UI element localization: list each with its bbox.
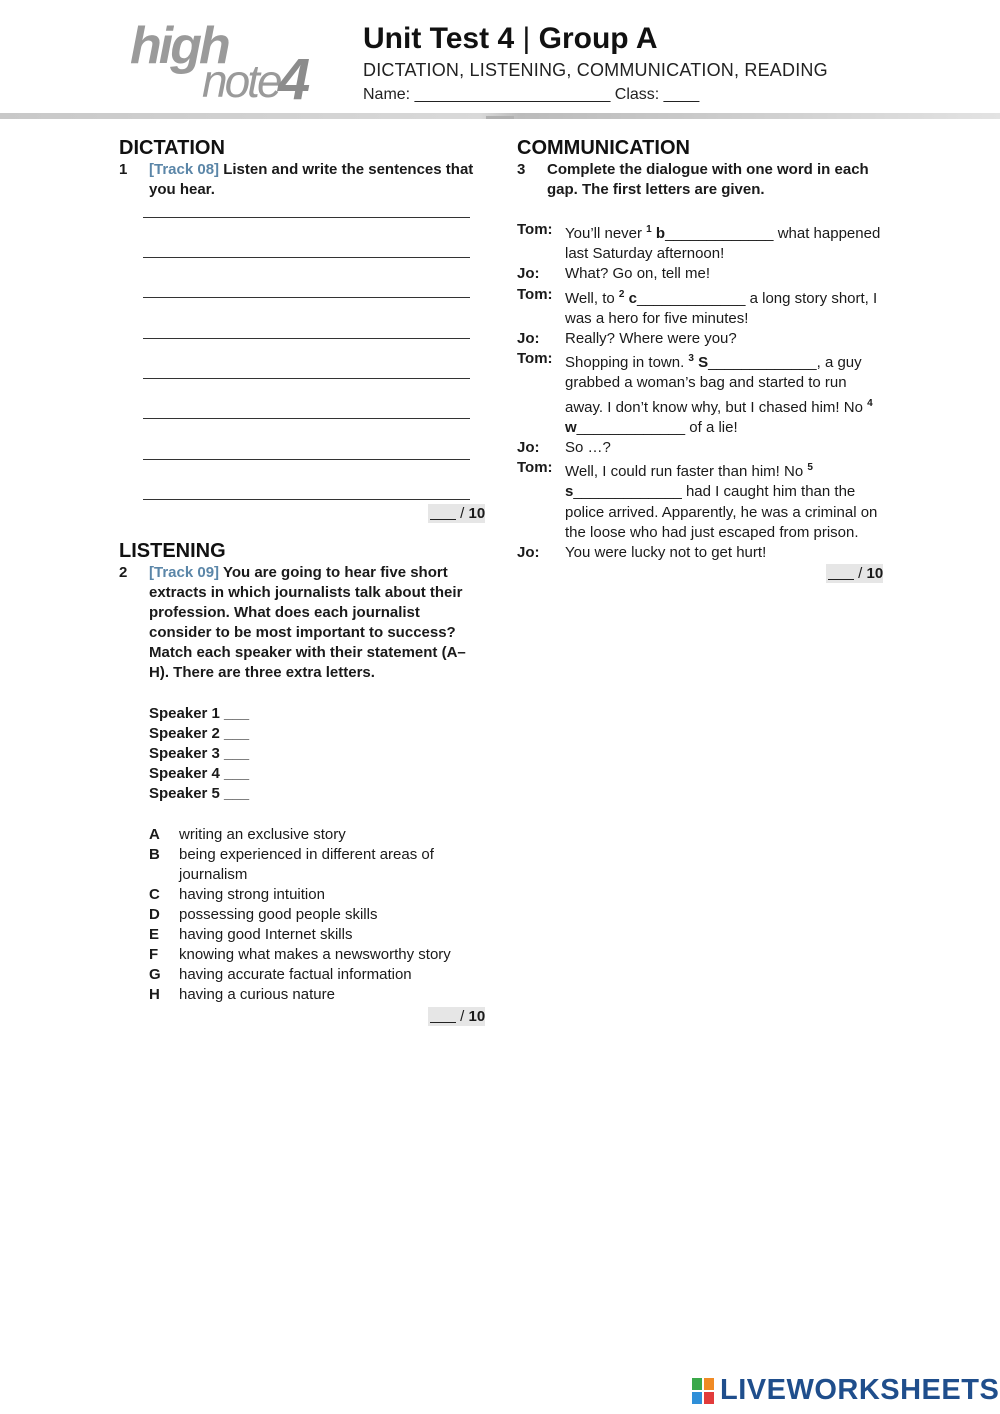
- listening-question: [119, 563, 489, 685]
- gap-line[interactable]: _____________: [636, 289, 746, 307]
- dialogue-turn: [517, 285, 887, 329]
- listening-title: LISTENING: [119, 540, 226, 562]
- option-text: having a curious nature: [179, 986, 335, 1003]
- logo-level-number: 4: [278, 47, 311, 112]
- speaker-name: Jo:: [517, 439, 540, 457]
- option-text: possessing good people skills: [179, 906, 378, 923]
- option-text: being experienced in different areas of journalism: [179, 846, 434, 883]
- dialogue-text: What? Go on, tell me!: [565, 265, 711, 283]
- speaker-item[interactable]: Speaker 2 ___: [149, 725, 250, 742]
- dialogue-turn: [517, 349, 887, 438]
- track-label[interactable]: [Track 08]: [149, 161, 220, 178]
- score-blank[interactable]: [828, 565, 854, 580]
- dialogue-text: You’ll never: [565, 225, 647, 242]
- speaker-item[interactable]: Speaker 4 ___: [149, 765, 250, 782]
- option-text: knowing what makes a newsworthy story: [179, 946, 451, 963]
- question-number: 2: [119, 564, 128, 581]
- page-subtitle: DICTATION, LISTENING, COMMUNICATION, READING: [363, 60, 828, 80]
- speaker-name: Jo:: [517, 265, 540, 283]
- dialogue-turn: [517, 438, 887, 458]
- answer-line-1[interactable]: [143, 217, 470, 218]
- option-letter: D: [149, 906, 160, 923]
- gap-first-letter: c: [628, 289, 637, 307]
- option-letter: C: [149, 886, 160, 903]
- highnote-logo: [130, 17, 320, 112]
- dialogue-text: Shopping in town.: [565, 354, 689, 372]
- dialogue-turn: [517, 220, 887, 264]
- title-group: Group A: [538, 22, 658, 55]
- answer-line-5[interactable]: [143, 378, 470, 379]
- option-item: [149, 965, 489, 985]
- option-text: having good Internet skills: [179, 926, 353, 943]
- dialogue-turn: [517, 543, 887, 563]
- dialogue: [517, 220, 887, 563]
- dialogue-turn: [517, 329, 887, 349]
- dialogue-turn: [517, 264, 887, 284]
- answer-line-4[interactable]: [143, 338, 470, 339]
- dialogue-text: Well, to: [565, 289, 619, 307]
- speaker-list: [149, 704, 249, 804]
- option-item: [149, 925, 489, 945]
- score-total: 10: [866, 565, 884, 582]
- gap-first-letter: w: [565, 418, 577, 436]
- question-number: 1: [119, 161, 128, 178]
- dialogue-turn: [517, 458, 887, 543]
- gap-line[interactable]: _____________: [573, 483, 682, 501]
- gap-first-letter: b: [655, 225, 666, 242]
- score-blank[interactable]: [430, 505, 456, 520]
- speaker-name: Jo:: [517, 544, 540, 562]
- answer-line-3[interactable]: [143, 297, 470, 298]
- speaker-name: Jo:: [517, 330, 540, 348]
- page-title: [363, 22, 658, 56]
- answer-line-7[interactable]: [143, 459, 470, 460]
- dialogue-text: , a guy grabbed a woman’s bag and started to run away. I don’t know why, but I chased him! No: [565, 354, 868, 416]
- dictation-title: DICTATION: [119, 137, 225, 159]
- statement-options: [149, 825, 489, 1005]
- listening-score: [428, 1007, 485, 1026]
- gap-line[interactable]: _____________: [708, 354, 817, 372]
- dialogue-text: had I caught him than the police arrived. Apparently, he was a criminal on the loose who had just escaped from prison.: [565, 483, 878, 541]
- option-item: [149, 905, 489, 925]
- answer-line-6[interactable]: [143, 418, 470, 419]
- option-item: [149, 825, 489, 845]
- option-letter: B: [149, 846, 160, 863]
- dictation-score: [428, 504, 485, 523]
- liveworksheets-icon: [692, 1378, 716, 1404]
- option-item: [149, 845, 489, 885]
- gap-number: 3: [688, 353, 694, 365]
- speaker-name: Tom:: [517, 459, 553, 477]
- gap-3[interactable]: [688, 354, 816, 371]
- option-text: having accurate factual information: [179, 966, 412, 983]
- title-unit: Unit Test 4: [363, 22, 515, 55]
- option-letter: E: [149, 926, 160, 943]
- gap-line[interactable]: _____________: [576, 418, 686, 436]
- communication-question: [517, 160, 887, 200]
- dialogue-text: what happened last Saturday afternoon!: [565, 225, 881, 263]
- answer-line-2[interactable]: [143, 257, 470, 258]
- dialogue-text: a long story short, I was a hero for five minutes!: [565, 289, 878, 327]
- score-separator: /: [858, 565, 863, 582]
- communication-title: COMMUNICATION: [517, 137, 690, 159]
- gap-first-letter: s: [565, 483, 574, 501]
- gap-number: 1: [646, 224, 652, 235]
- option-text: writing an exclusive story: [179, 826, 346, 843]
- option-letter: F: [149, 946, 159, 963]
- logo-word-note: note: [202, 55, 280, 107]
- dialogue-text: So …?: [565, 439, 611, 457]
- logo-word-high: high: [130, 17, 228, 75]
- dialogue-text: Really? Where were you?: [565, 330, 737, 348]
- communication-score: [826, 564, 883, 583]
- score-blank[interactable]: [430, 1008, 456, 1023]
- option-item: [149, 945, 489, 965]
- option-text: having strong intuition: [179, 886, 325, 903]
- communication-instruction: Complete the dialogue with one word in each gap. The first letters are given.: [547, 161, 869, 198]
- speaker-name: Tom:: [517, 350, 553, 368]
- speaker-item[interactable]: Speaker 1 ___: [149, 705, 250, 722]
- dictation-instruction: Listen and write the sentences that you hear.: [149, 161, 474, 198]
- gap-number: 2: [618, 288, 625, 300]
- gap-1[interactable]: [646, 225, 773, 242]
- gap-number: 5: [807, 462, 813, 474]
- gap-line[interactable]: _____________: [665, 225, 774, 242]
- score-separator: /: [460, 505, 465, 522]
- speaker-item[interactable]: Speaker 3 ___: [149, 745, 250, 762]
- dialogue-text: You were lucky not to get hurt!: [565, 544, 767, 562]
- listening-instruction: You are going to hear five short extracts in which journalists talk about their profession. What does each journalist consider to be most important to success? Match each speaker with their statement (A–H). There are three extra letters.: [149, 564, 466, 681]
- dialogue-text: Well, I could run faster than him! No: [565, 463, 808, 481]
- score-total: 10: [468, 1008, 486, 1025]
- answer-line-8[interactable]: [143, 499, 470, 500]
- liveworksheets-brand: LIVEWORKSHEETS: [720, 1374, 1000, 1406]
- speaker-name: Tom:: [517, 221, 553, 238]
- name-class-field[interactable]: Name: ______________________ Class: ____: [363, 86, 700, 103]
- track-label[interactable]: [Track 09]: [149, 564, 220, 581]
- gap-2[interactable]: [619, 290, 746, 307]
- option-item: [149, 885, 489, 905]
- option-letter: G: [149, 966, 161, 983]
- dialogue-text: of a lie!: [685, 418, 738, 436]
- score-separator: /: [460, 1008, 465, 1025]
- liveworksheets-logo[interactable]: [692, 1374, 1000, 1408]
- speaker-name: Tom:: [517, 285, 553, 303]
- score-total: 10: [468, 505, 486, 522]
- gap-number: 4: [867, 397, 873, 409]
- header-divider-accent: [486, 116, 514, 119]
- dictation-question: [119, 160, 489, 200]
- question-number: 3: [517, 161, 526, 178]
- title-separator: |: [522, 22, 531, 55]
- option-letter: A: [149, 826, 160, 843]
- speaker-item[interactable]: Speaker 5 ___: [149, 785, 250, 802]
- option-letter: H: [149, 986, 160, 1003]
- option-item: [149, 985, 489, 1005]
- gap-first-letter: S: [698, 354, 709, 372]
